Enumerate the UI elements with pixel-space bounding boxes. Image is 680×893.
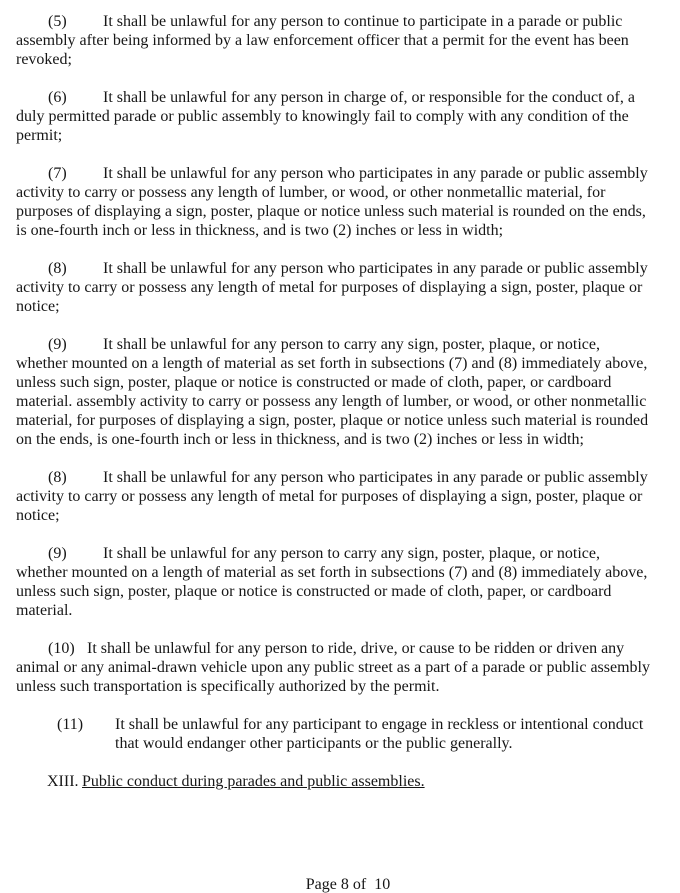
paragraph-number: (8) bbox=[48, 260, 67, 277]
section-title: Public conduct during parades and public assemblies. bbox=[82, 773, 425, 790]
paragraph-number: (9) bbox=[48, 545, 67, 562]
legal-paragraph bbox=[16, 259, 652, 316]
legal-paragraph bbox=[16, 164, 652, 240]
paragraph-number: (9) bbox=[48, 336, 67, 353]
legal-paragraph bbox=[16, 468, 652, 525]
paragraph-text: It shall be unlawful for any participant to engage in reckless or intentional conduct that would endanger other participants or the public generally. bbox=[115, 716, 644, 752]
body-text bbox=[0, 12, 680, 753]
legal-paragraph bbox=[16, 544, 652, 620]
paragraph-text: It shall be unlawful for any person to continue to participate in a parade or public assembly after being informed by a law enforcement officer that a permit for the event has been revoked; bbox=[16, 13, 629, 68]
paragraph-text: It shall be unlawful for any person in charge of, or responsible for the conduct of, a duly permitted parade or public assembly to knowingly fail to comply with any condition of the permit; bbox=[16, 89, 635, 144]
paragraph-number: (8) bbox=[48, 469, 67, 486]
legal-paragraph bbox=[16, 639, 652, 696]
section-numeral: XIII. bbox=[47, 773, 79, 790]
paragraph-number: (6) bbox=[48, 89, 67, 106]
paragraph-number: (5) bbox=[48, 13, 67, 30]
paragraph-text: It shall be unlawful for any person who participates in any parade or public assembly activity to carry or possess any length of metal for purposes of displaying a sign, poster, plaque or notice; bbox=[16, 469, 648, 524]
paragraph-number: (7) bbox=[48, 165, 67, 182]
paragraph-number: (11) bbox=[57, 716, 84, 733]
legal-paragraph bbox=[16, 335, 652, 449]
paragraph-text: It shall be unlawful for any person to carry any sign, poster, plaque, or notice, whether mounted on a length of material as set forth in subsections (7) and (8) immediately above, unless such sign, poster, plaque or notice is constructed or made of cloth, paper, or cardboard material. bbox=[16, 545, 648, 619]
paragraph-text: It shall be unlawful for any person who participates in any parade or public assembly activity to carry or possess any length of lumber, or wood, or other nonmetallic material, for purposes of displaying a sign, poster, plaque or notice unless such material is rounded on the ends, is one-fourth inch or less in thickness, and is two (2) inches or less in width; bbox=[16, 165, 648, 239]
legal-paragraph bbox=[16, 12, 652, 69]
paragraph-text: It shall be unlawful for any person to carry any sign, poster, plaque, or notice, whether mounted on a length of material as set forth in subsections (7) and (8) immediately above, unless such sign, poster, plaque or notice is constructed or made of cloth, paper, or cardboard material. assembly activity to carry or possess any length of lumber, or wood, or other nonmetallic material, for purposes of displaying a sign, poster, plaque or notice unless such material is rounded on the ends, is one-fourth inch or less in thickness, and is two (2) inches or less in width; bbox=[16, 336, 649, 448]
paragraph-number: (10) bbox=[48, 640, 75, 657]
page-footer bbox=[0, 856, 680, 893]
legal-paragraph bbox=[16, 88, 652, 145]
section-heading bbox=[47, 772, 652, 791]
paragraph-text: It shall be unlawful for any person who participates in any parade or public assembly activity to carry or possess any length of metal for purposes of displaying a sign, poster, plaque or notice; bbox=[16, 260, 648, 315]
legal-paragraph bbox=[57, 715, 654, 753]
paragraph-text: It shall be unlawful for any person to ride, drive, or cause to be ridden or driven any animal or any animal-drawn vehicle upon any public street as a part of a parade or public assembly unless such transportation is specifically authorized by the permit. bbox=[16, 640, 650, 695]
page-number-label: Page 8 of 10 bbox=[305, 876, 391, 893]
